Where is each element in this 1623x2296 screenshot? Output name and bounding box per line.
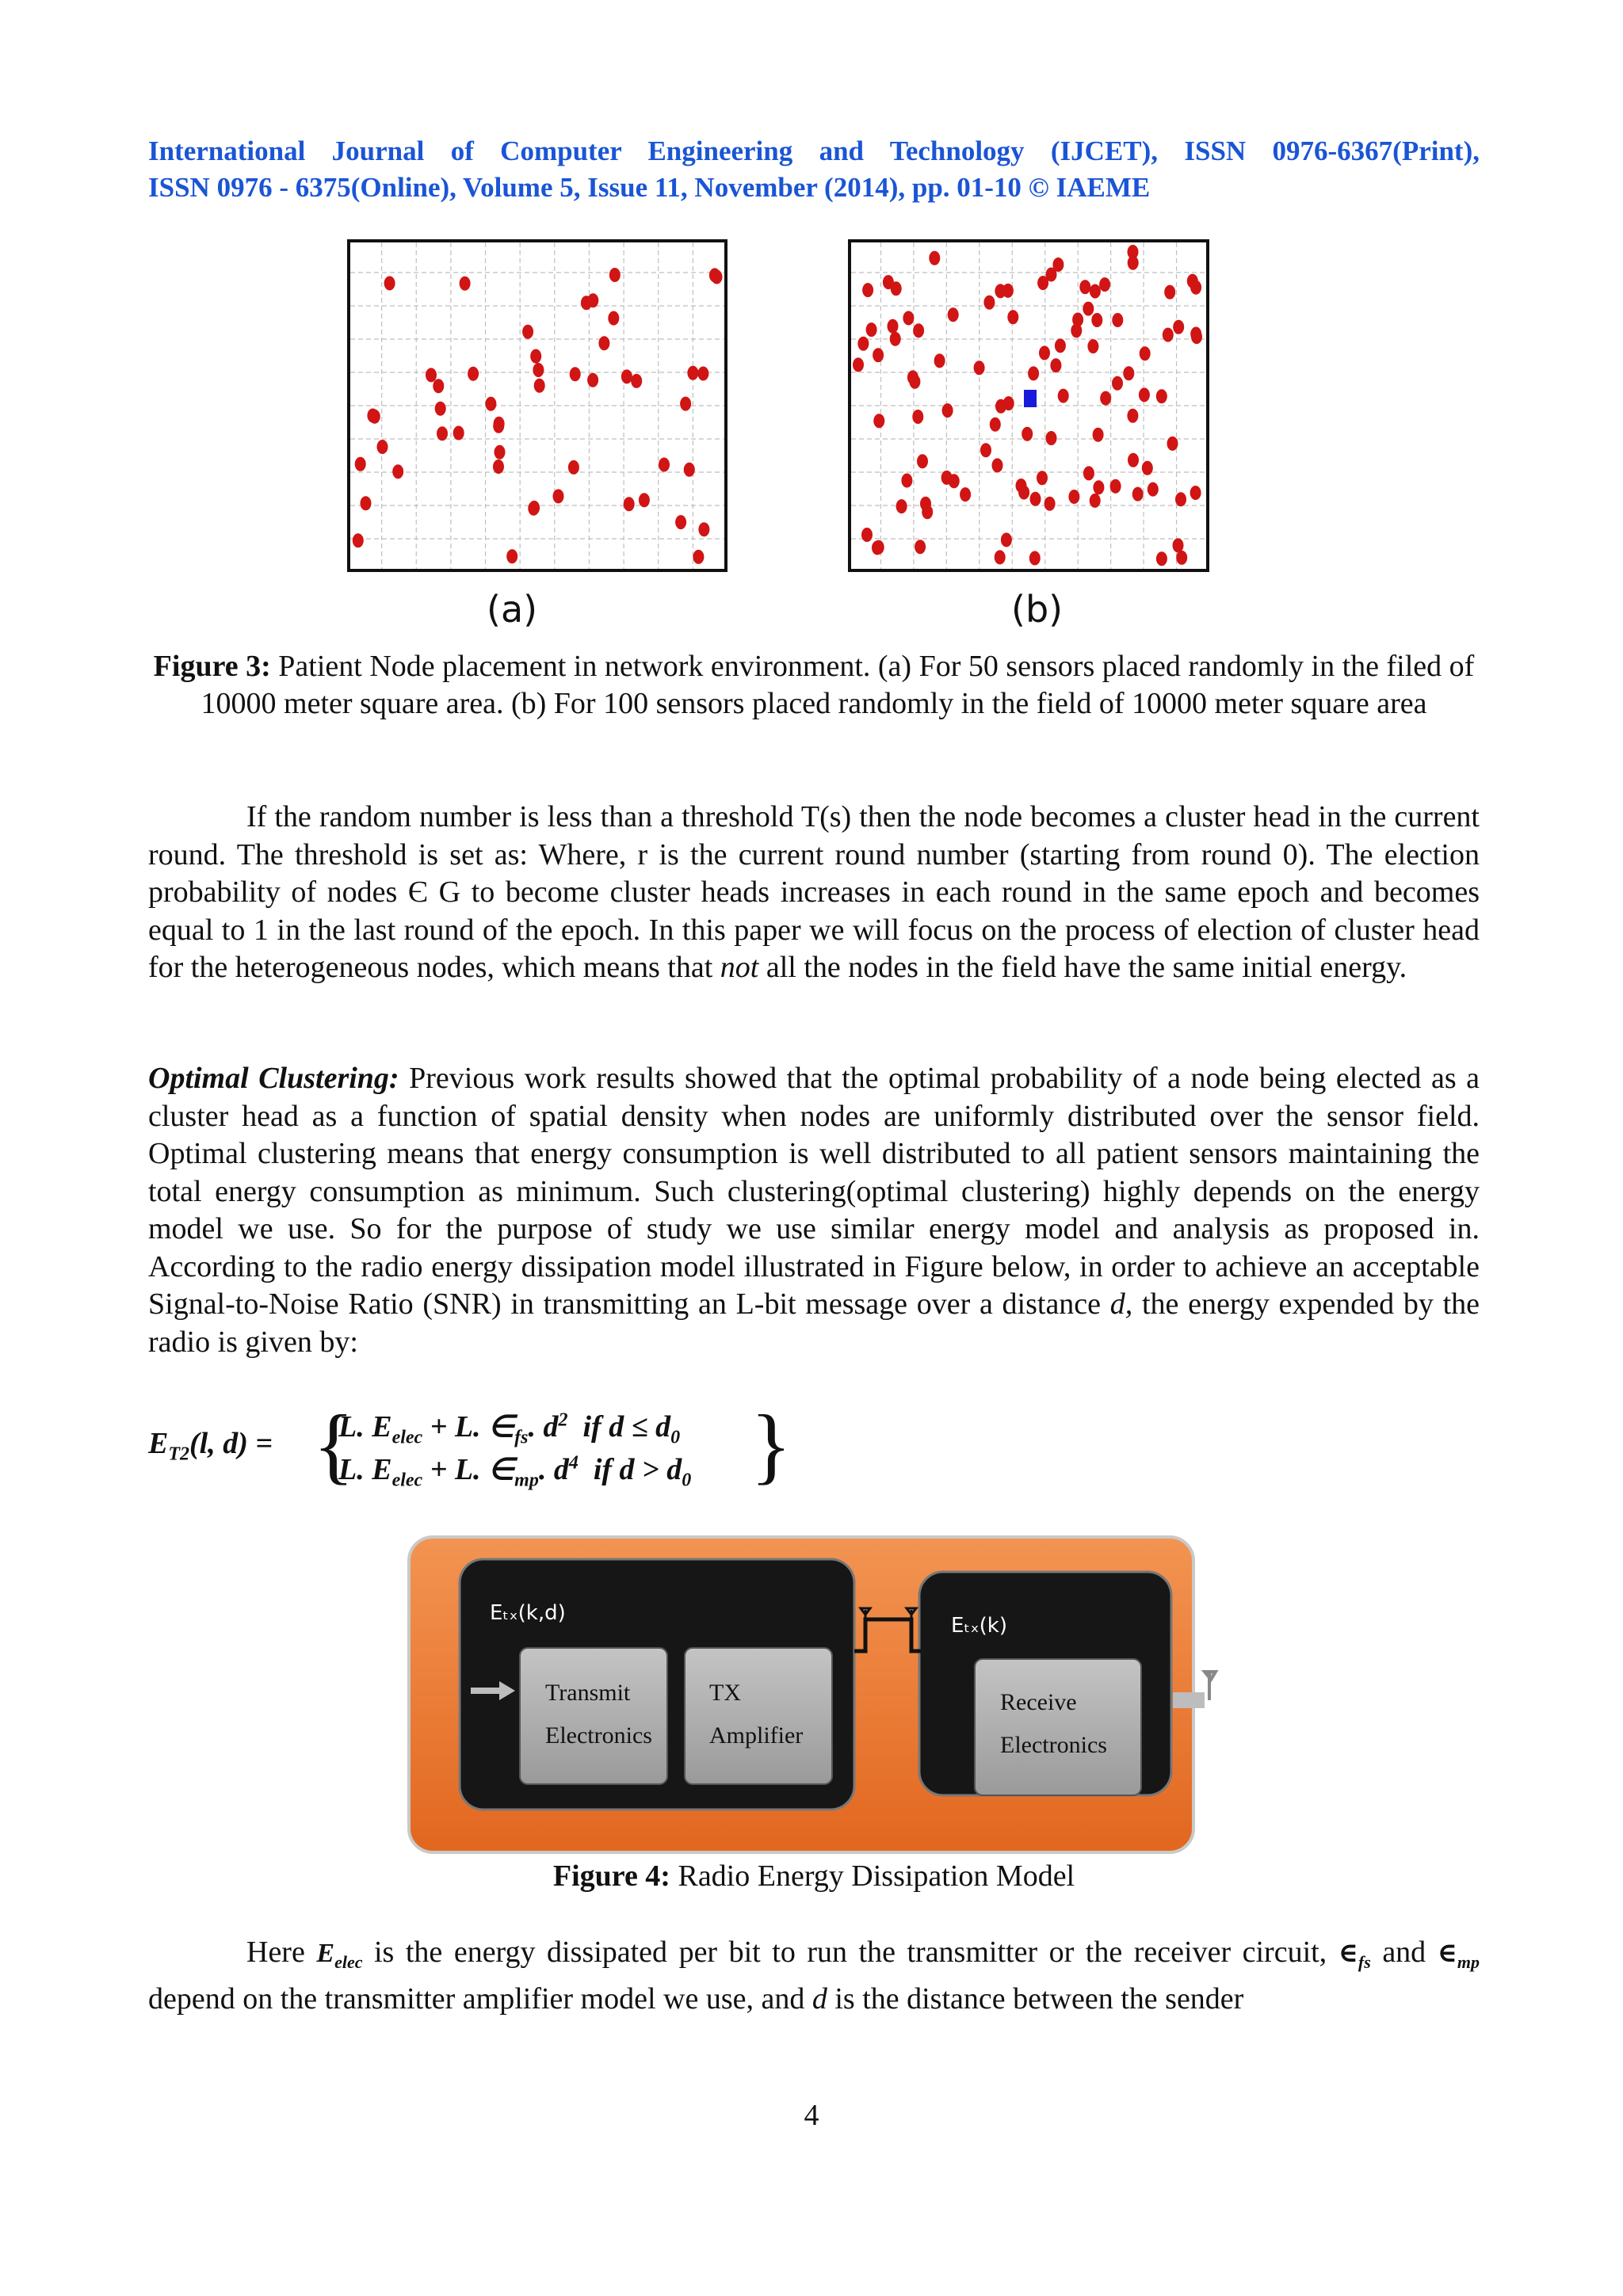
sensor-node (1112, 313, 1123, 327)
sensor-node (353, 533, 364, 547)
sensor-node (941, 471, 953, 485)
sensor-node (1018, 486, 1029, 500)
sensor-node (530, 349, 541, 364)
tx-amplifier-line2: Amplifier (709, 1722, 804, 1749)
paragraph-optimal-clustering (148, 1060, 1480, 1361)
sensor-node (435, 402, 446, 416)
sensor-node (873, 348, 884, 362)
sensor-node (426, 368, 437, 382)
sensor-node (1156, 389, 1167, 403)
sensor-node (1132, 487, 1144, 502)
sensor-node (1110, 479, 1121, 494)
optimal-clustering-text: Previous work results showed that the optimal probability of a node being elected as a cluster head as a function of spatial density when nodes are uniformly distributed over the sensor field. Optimal clustering means that energy consumption is well distributed to all patient sensors maintaining the total energy consumption as minimum. Such clustering(optimal clustering) highly depends on the energy model we use. So for the purpose of study we use similar energy model and analysis as proposed in. According to the radio energy dissipation model illustrated in Figure below, in order to achieve an acceptable Signal-to-Noise Ratio (SNR) in transmitting an L-bit message over a distance (148, 1062, 1480, 1321)
sensor-node (1190, 280, 1201, 295)
formula-left-brace: { (313, 1398, 354, 1493)
sensor-node (1046, 431, 1057, 445)
sensor-node (983, 296, 995, 310)
sensor-node (873, 414, 884, 428)
sensor-node (437, 426, 448, 441)
sensor-node (1022, 427, 1033, 441)
optimal-clustering-emphasis: d, (1109, 1287, 1133, 1321)
sensor-node (624, 497, 635, 511)
sensor-node (995, 399, 1006, 414)
sensor-node (1173, 320, 1184, 334)
paragraph-threshold (148, 799, 1480, 987)
sensor-node (570, 367, 581, 381)
sensor-node (433, 379, 444, 393)
sensor-node (506, 549, 517, 563)
sensor-node (903, 311, 914, 326)
sensor-node (621, 369, 632, 383)
sensor-node (948, 307, 959, 322)
sensor-node (1100, 391, 1111, 406)
sensor-node (929, 251, 940, 265)
sensor-node (528, 502, 539, 516)
sensor-node (1112, 376, 1123, 391)
sensor-node (1148, 482, 1159, 497)
sensor-node (495, 445, 506, 460)
figure-4-caption-label: Figure 4: (552, 1859, 670, 1893)
sensor-node (861, 528, 873, 542)
figure-4-caption-text: Radio Energy Dissipation Model (678, 1859, 1075, 1893)
sensor-node (1139, 387, 1150, 402)
output-arrow-icon (1173, 1692, 1205, 1708)
sensor-node (992, 458, 1003, 472)
sensor-node (697, 367, 708, 381)
paragraph-symbols (148, 1934, 1480, 2019)
receive-electronics-line1: Receive (1000, 1689, 1077, 1715)
receive-electronics-line2: Electronics (1000, 1732, 1107, 1758)
tx-amplifier-line1: TX (709, 1680, 741, 1706)
formula-case-1: L. $E_{elec} + L$. $\in_{fs}$. $d^2$ if $d \le d_0$ (338, 1409, 681, 1448)
energy-formula (148, 1398, 792, 1497)
sensor-node (1167, 437, 1178, 451)
sensor-node (1007, 310, 1018, 324)
tx-energy-label: Eₜₓ(k,d) (490, 1601, 566, 1625)
figure-3-caption-text: Patient Node placement in network environment. (a) For 50 sensors placed randomly in the filed of 10000 meter square area. (b) For 100 sensors placed randomly in the field of 10000 meter square area (200, 650, 1475, 720)
sensor-node (1091, 313, 1102, 327)
sensor-node (1142, 461, 1153, 475)
sensor-node (553, 489, 564, 503)
sensor-node (698, 522, 709, 536)
sensor-node (995, 550, 1006, 564)
sensor-node (639, 493, 650, 507)
sensor-node (990, 418, 1001, 432)
sensor-node (608, 311, 619, 326)
sensor-node (1030, 492, 1041, 506)
symbols-end: is the distance between the sender (834, 1982, 1244, 2016)
sensor-node (493, 460, 504, 474)
sensor-node (974, 360, 985, 375)
sensor-node (522, 325, 533, 339)
sensor-node (460, 277, 471, 291)
sensor-node (1039, 346, 1050, 360)
paragraph-threshold-end: all the nodes in the field have the same initial energy. (766, 951, 1407, 984)
sensor-node (568, 460, 579, 475)
sensor-node (1128, 256, 1139, 270)
figure-4-caption (148, 1858, 1480, 1895)
symbols-mid-2: depend on the transmitter amplifier model we use, and (148, 1982, 805, 2016)
sensor-node (912, 410, 923, 424)
sensor-node (377, 440, 388, 454)
sensor-node (485, 397, 496, 411)
sensor-node (693, 550, 704, 564)
transmit-electronics-line1: Transmit (545, 1680, 631, 1706)
sensor-node (631, 374, 642, 388)
figure-3-caption-label: Figure 3: (153, 650, 271, 683)
sensor-node (1071, 323, 1082, 338)
sensor-node (980, 443, 991, 457)
formula-lhs: $E_{T2}(l$, d) = (148, 1427, 273, 1465)
sensor-node (361, 496, 372, 510)
sensor-node (598, 336, 609, 350)
sensor-node (866, 322, 877, 337)
sensor-node (1156, 551, 1167, 566)
transmit-electronics-box (520, 1648, 667, 1784)
sensor-node (493, 419, 504, 433)
formula-right-brace: } (750, 1398, 792, 1493)
symbols-and: and (1382, 1936, 1426, 1969)
header-line-2: ISSN 0976 - 6375(Online), Volume 5, Issue 11, November (2014), pp. 01-10 © IAEME (148, 172, 1151, 203)
sensor-node (687, 366, 698, 380)
sensor-node (915, 540, 926, 554)
sensor-node (355, 457, 366, 471)
sensor-node (1190, 486, 1201, 500)
sensor-node (1140, 346, 1151, 360)
sensor-node (581, 296, 592, 310)
sensor-node (1090, 494, 1101, 508)
sensor-node (1093, 428, 1104, 442)
sensor-node (1079, 280, 1090, 294)
sensor-node (1055, 338, 1066, 353)
figure-4-diagram (404, 1532, 1228, 1859)
output-antenna-icon (1205, 1672, 1216, 1700)
sensor-node (1190, 327, 1201, 341)
symbols-emphasis: d (812, 1982, 827, 2016)
sensor-node (1028, 366, 1039, 380)
sensor-node (873, 540, 884, 555)
sensor-node (901, 474, 912, 488)
paragraph-threshold-emphasis: not (720, 951, 759, 984)
sensor-node (1163, 328, 1174, 342)
figure-3b-plot (848, 239, 1209, 572)
sensor-node (960, 487, 971, 502)
journal-header (148, 133, 1480, 206)
sensor-node (913, 323, 924, 338)
sensor-node (888, 319, 899, 334)
sensor-node (1050, 358, 1061, 372)
sensor-node (468, 367, 479, 381)
sensor-node (1044, 497, 1056, 511)
sensor-node (1037, 276, 1048, 290)
figure-3-caption (148, 648, 1480, 723)
sensor-node (384, 277, 395, 291)
sensor-node (920, 497, 931, 511)
sensor-node (675, 515, 686, 529)
sink-node (1024, 390, 1037, 407)
sensor-node (1083, 302, 1094, 316)
paragraph-threshold-text: If the random number is less than a threshold T(s) then the node becomes a cluster head in the current round. The threshold is set as: Where, r is the current round number (starting from round 0). The election probability of nodes Є G to become cluster heads increases in each round in the same epoch and becomes equal to 1 in the last round of the epoch. In this paper we will focus on the process of election of cluster head for the heterogeneous nodes, which means that (148, 800, 1480, 984)
sensor-node (857, 337, 869, 351)
sensor-node (684, 463, 695, 477)
sensor-node (533, 363, 544, 377)
figure-3b-label: (b) (1011, 588, 1064, 631)
sensor-node (1127, 409, 1138, 423)
sensor-node (909, 375, 920, 389)
sensor-node (995, 284, 1006, 298)
rx-energy-label: Eₜₓ(k) (951, 1614, 1007, 1638)
sensor-node (392, 464, 403, 479)
formula-case-2: L. $E_{elec} + L$. $\in_{mp}$. $d^4$ if $d > d_0$ (338, 1452, 692, 1491)
optimal-clustering-heading: Optimal Clustering: (148, 1062, 399, 1095)
sensor-node (1123, 366, 1134, 380)
sensor-node (1090, 284, 1101, 299)
sensor-node (1001, 532, 1012, 547)
sensor-node (587, 373, 598, 387)
sensor-node (890, 332, 901, 346)
sensor-node (709, 268, 720, 282)
symbols-start: Here (246, 1936, 305, 1969)
sensor-node (1128, 453, 1139, 467)
sensor-node (680, 397, 691, 411)
sensor-node (862, 283, 873, 297)
sensor-node (942, 403, 953, 418)
sensor-node (1058, 389, 1069, 403)
tx-amplifier-box (685, 1648, 832, 1784)
symbol-e-elec: $E_{elec}$ (316, 1939, 363, 1972)
sensor-node (453, 426, 464, 441)
sensor-node (1175, 492, 1186, 506)
sensor-node (1029, 551, 1041, 566)
sensor-node (1087, 339, 1098, 353)
sensor-node (1093, 480, 1104, 494)
symbols-mid-1: is the energy dissipated per bit to run the transmitter or the receiver circuit, (374, 1936, 1327, 1969)
sensor-node (917, 454, 928, 468)
sensor-node (896, 499, 907, 513)
figure-3a-plot (347, 239, 727, 572)
sensor-node (1176, 551, 1187, 565)
transmit-electronics-line2: Electronics (545, 1722, 652, 1749)
sensor-node (609, 268, 621, 282)
figure-3a-label: (a) (487, 588, 538, 631)
sensor-node (1037, 471, 1048, 485)
sensor-node (1068, 490, 1079, 504)
sensor-node (1083, 466, 1094, 480)
header-line-1: International Journal of Computer Engineering and Technology (IJCET), ISSN 0976-6367(Print), (148, 135, 1480, 166)
sensor-node (1164, 285, 1175, 299)
sensor-node (883, 275, 894, 289)
sensor-node (367, 409, 378, 423)
optimal-clustering-end: the energy expended by the radio is given by: (148, 1287, 1480, 1359)
receive-electronics-box (975, 1659, 1141, 1795)
sensor-node (659, 458, 670, 472)
sensor-node (534, 379, 545, 393)
sensor-node (1099, 277, 1110, 292)
sensor-node (853, 357, 864, 372)
symbol-eps-fs: $\in_{fs}$ (1338, 1939, 1371, 1972)
sensor-node (1173, 538, 1184, 552)
page-number: 4 (804, 2099, 819, 2132)
symbol-eps-mp: $\in_{mp}$ (1437, 1939, 1480, 1972)
sensor-node (934, 353, 945, 368)
